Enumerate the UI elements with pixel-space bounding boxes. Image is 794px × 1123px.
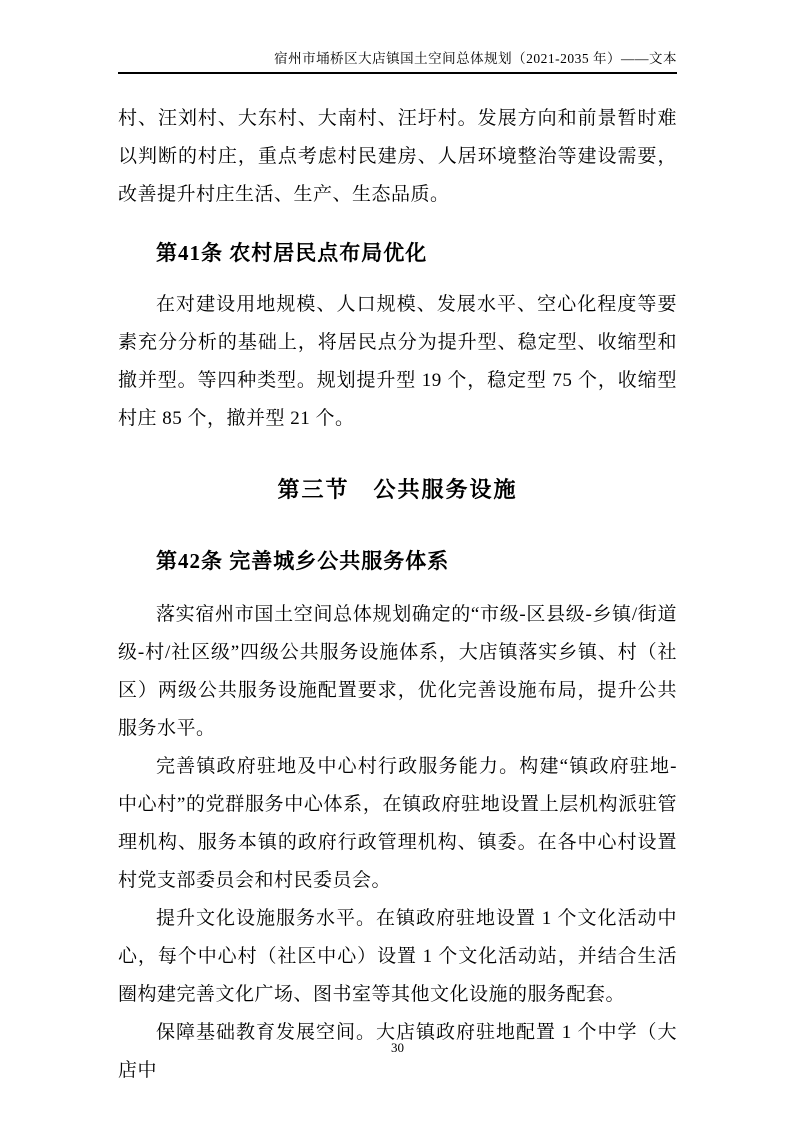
- article-41-heading: 第41条 农村居民点布局优化: [156, 241, 428, 265]
- section-3-heading: 第三节 公共服务设施: [277, 477, 518, 502]
- article-42-heading: 第42条 完善城乡公共服务体系: [156, 549, 450, 573]
- article-41-paragraph: 在对建设用地规模、人口规模、发展水平、空心化程度等要素充分分析的基础上，将居民点分为提升型、稳定型、收缩型和撤并型。等四种类型。规划提升型 19 个，稳定型 75 个，收缩型村庄 85 个，撤并型 21 个。: [118, 294, 677, 429]
- page-footer: [118, 1040, 677, 1056]
- article-42-paragraph-1: 落实宿州市国土空间总体规划确定的“市级-区县级-乡镇/街道级-村/社区级”四级公共服务设施体系，大店镇落实乡镇、村（社区）两级公共服务设施配置要求，优化完善设施布局，提升公共服务水平。: [118, 604, 677, 739]
- page-number: 30: [391, 1040, 404, 1055]
- article-42-paragraph-2: 完善镇政府驻地及中心村行政服务能力。构建“镇政府驻地-中心村”的党群服务中心体系，在镇政府驻地设置上层机构派驻管理机构、服务本镇的政府行政管理机构、镇委。在各中心村设置村党支部委员会和村民委员会。: [118, 756, 677, 891]
- page-header: [118, 50, 677, 74]
- document-body: [118, 74, 677, 1090]
- article-42-paragraph-3: 提升文化设施服务水平。在镇政府驻地设置 1 个文化活动中心，每个中心村（社区中心）设置 1 个文化活动站，并结合生活圈构建完善文化广场、图书室等其他文化设施的服务配套。: [118, 908, 677, 1005]
- article-42-paragraph-4: 保障基础教育发展空间。大店镇政府驻地配置 1 个中学（大店中: [118, 1022, 677, 1081]
- header-title: 宿州市埇桥区大店镇国土空间总体规划（2021-2035 年）——文本: [274, 51, 677, 66]
- paragraph-continuation: 村、汪刘村、大东村、大南村、汪圩村。发展方向和前景暂时难以判断的村庄，重点考虑村民建房、人居环境整治等建设需要，改善提升村庄生活、生产、生态品质。: [118, 108, 677, 205]
